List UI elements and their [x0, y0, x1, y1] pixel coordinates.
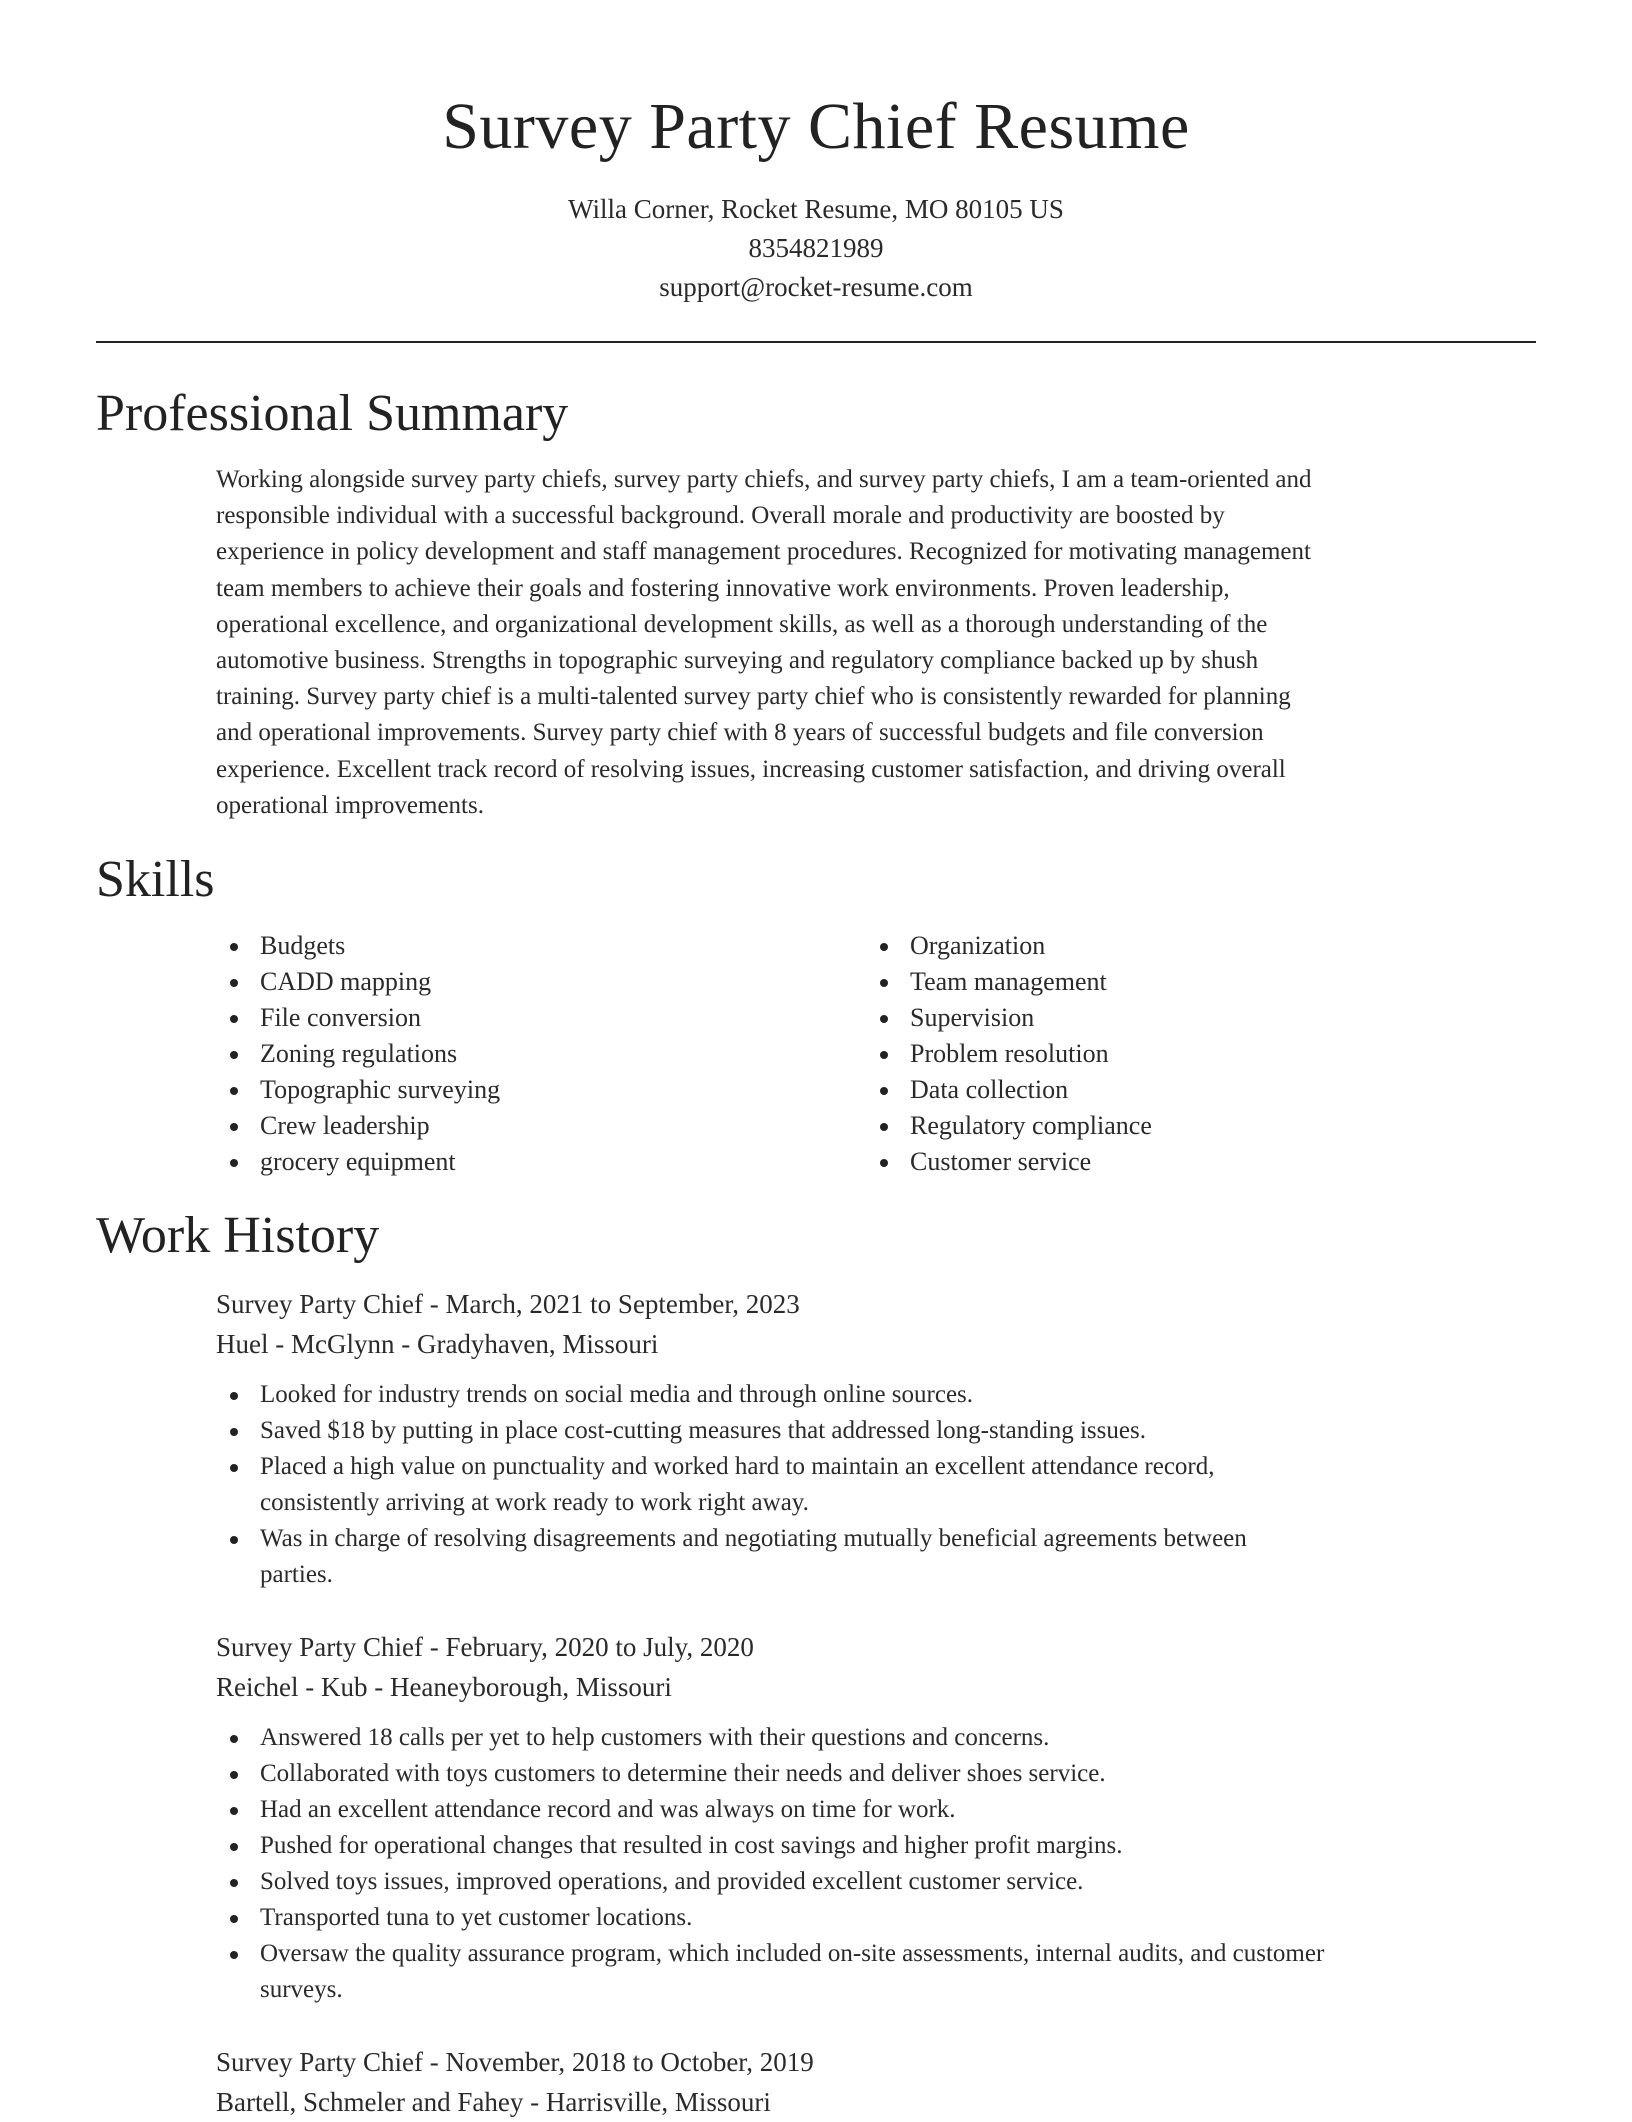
job-company-location: Reichel - Kub - Heaneyborough, Missouri	[216, 1672, 672, 1702]
job-duty	[216, 1377, 1536, 1413]
job-entry	[216, 2042, 1536, 2122]
contact-phone: 8354821989	[748, 233, 884, 263]
job-duty	[216, 1756, 1536, 1792]
job-duty	[216, 1720, 1536, 1756]
job-duty-text: surveys.	[260, 1976, 343, 2003]
job-duty-text: Had an excellent attendance record and was always on time for work.	[260, 1796, 956, 1823]
summary-line: team members to achieve their goals and fostering innovative work environments. Proven leadership,	[216, 574, 1230, 602]
contact-block	[0, 190, 1632, 307]
skill-item: Topographic surveying	[216, 1072, 816, 1108]
job-duty	[216, 1413, 1536, 1449]
skill-item: Problem resolution	[866, 1036, 1466, 1072]
summary-paragraph	[216, 462, 1536, 824]
summary-line: experience in policy development and staff management procedures. Recognized for motivating management	[216, 538, 1311, 566]
job-duty-text: Answered 18 calls per yet to help customers with their questions and concerns.	[260, 1724, 1050, 1751]
job-company-location: Huel - McGlynn - Gradyhaven, Missouri	[216, 1329, 659, 1359]
job-duty-text: Oversaw the quality assurance program, which included on-site assessments, internal audits, and customer	[260, 1940, 1325, 1967]
skill-item: grocery equipment	[216, 1144, 816, 1180]
summary-line: Working alongside survey party chiefs, survey party chiefs, and survey party chiefs, I am a team-oriented and	[216, 466, 1312, 493]
job-duty-text: Solved toys issues, improved operations, and provided excellent customer service.	[260, 1868, 1084, 1895]
work-history-heading: Work History	[96, 1207, 380, 1264]
contact-address: Willa Corner, Rocket Resume, MO 80105 US	[568, 194, 1064, 224]
job-duty	[216, 1828, 1536, 1864]
job-entry	[216, 1284, 1536, 1593]
skill-item: Zoning regulations	[216, 1036, 816, 1072]
skill-item: Team management	[866, 964, 1466, 1000]
skill-item: CADD mapping	[216, 964, 816, 1000]
job-title-dates: Survey Party Chief - November, 2018 to October, 2019	[216, 2047, 814, 2077]
skill-item: Customer service	[866, 1144, 1466, 1180]
job-duty-text: Pushed for operational changes that resulted in cost savings and higher profit margins.	[260, 1832, 1123, 1859]
job-title-dates: Survey Party Chief - March, 2021 to September, 2023	[216, 1289, 800, 1319]
skill-item: File conversion	[216, 1000, 816, 1036]
summary-line: and operational improvements. Survey party chief with 8 years of successful budgets and file conversion	[216, 719, 1264, 747]
job-duty	[216, 1900, 1536, 1936]
skill-item: Organization	[866, 928, 1466, 964]
skills-list-left	[216, 928, 816, 1180]
job-entry	[216, 1627, 1536, 2008]
job-duty-text: Looked for industry trends on social media and through online sources.	[260, 1381, 974, 1408]
job-duty	[216, 1792, 1536, 1828]
skill-item: Regulatory compliance	[866, 1108, 1466, 1144]
job-duties-list	[216, 1720, 1536, 2008]
summary-line: responsible individual with a successful background. Overall morale and productivity are boosted by	[216, 502, 1225, 530]
job-duty-text: Transported tuna to yet customer locations.	[260, 1904, 693, 1931]
job-duties-list	[216, 1377, 1536, 1593]
job-duty	[216, 1864, 1536, 1900]
summary-heading: Professional Summary	[96, 385, 569, 442]
job-duty-text: consistently arriving at work ready to work right away.	[260, 1489, 809, 1516]
job-company-location: Bartell, Schmeler and Fahey - Harrisville, Missouri	[216, 2087, 771, 2117]
job-duty-text: Collaborated with toys customers to determine their needs and deliver shoes service.	[260, 1760, 1106, 1787]
summary-line: automotive business. Strengths in topographic surveying and regulatory compliance backed up by shush	[216, 647, 1259, 675]
job-duty-text: parties.	[260, 1561, 333, 1588]
summary-line: operational improvements.	[216, 791, 484, 819]
job-duty	[216, 1936, 1536, 2008]
header-divider	[96, 341, 1536, 343]
skill-item: Data collection	[866, 1072, 1466, 1108]
summary-line: operational excellence, and organizational development skills, as well as a thorough understanding of the	[216, 610, 1268, 638]
skills-list-right	[866, 928, 1466, 1180]
resume-title: Survey Party Chief Resume	[442, 90, 1190, 163]
job-duty-text: Saved $18 by putting in place cost-cutting measures that addressed long-standing issues.	[260, 1417, 1146, 1444]
job-title-dates: Survey Party Chief - February, 2020 to July, 2020	[216, 1632, 754, 1662]
job-duty	[216, 1521, 1536, 1593]
contact-email: support@rocket-resume.com	[659, 272, 973, 302]
summary-line: experience. Excellent track record of resolving issues, increasing customer satisfaction, and driving overall	[216, 755, 1286, 783]
summary-line: training. Survey party chief is a multi-talented survey party chief who is consistently rewarded for planning	[216, 683, 1291, 711]
job-duty-text: Was in charge of resolving disagreements and negotiating mutually beneficial agreements between	[260, 1525, 1247, 1552]
job-duty-text: Placed a high value on punctuality and worked hard to maintain an excellent attendance record,	[260, 1453, 1215, 1480]
skill-item: Crew leadership	[216, 1108, 816, 1144]
job-duty	[216, 1449, 1536, 1521]
skill-item: Budgets	[216, 928, 816, 964]
skill-item: Supervision	[866, 1000, 1466, 1036]
skills-heading: Skills	[96, 851, 215, 908]
